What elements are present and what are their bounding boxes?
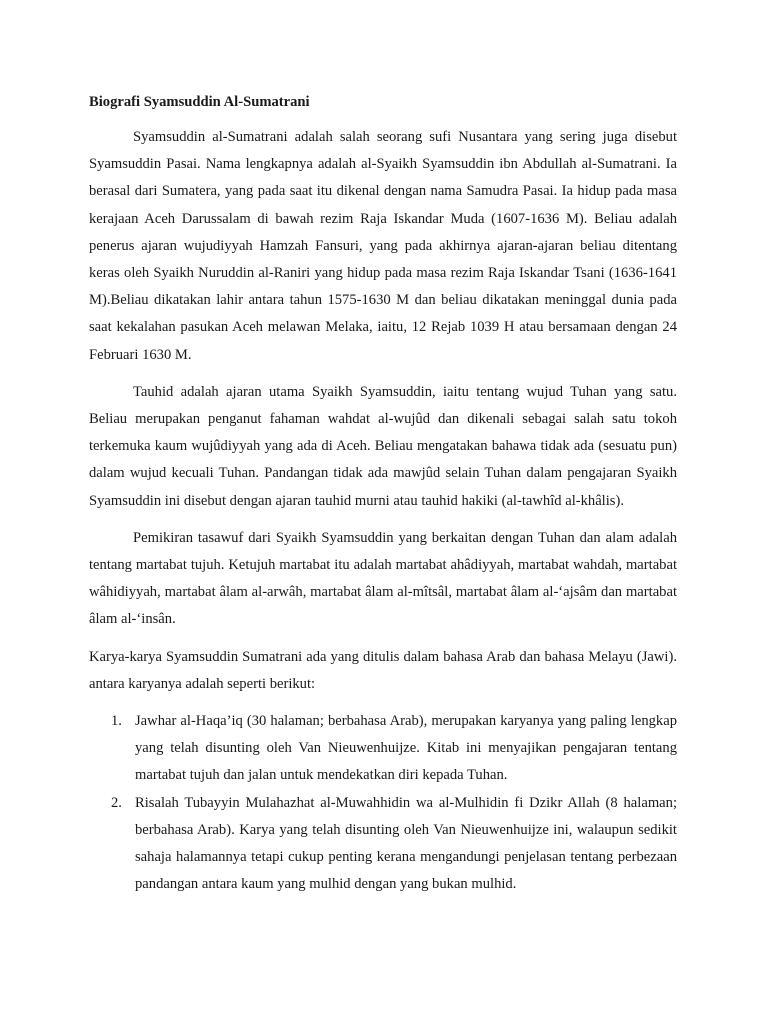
list-item-number: 1. [111,713,122,730]
document-page [89,91,677,898]
paragraph-works-intro: Karya-karya Syamsuddin Sumatrani ada yang ditulis dalam bahasa Arab dan bahasa Melayu (Jawi). antara karyanya adalah seperti berikut: [89,648,677,692]
paragraph-biography: Syamsuddin al-Sumatrani adalah salah seorang sufi Nusantara yang sering juga disebut Syamsuddin Pasai. Nama lengkapnya adalah al-Syaikh Syamsuddin ibn Abdullah al-Sumatrani. Ia berasal dari Sumatera, yang pada saat itu dikenal dengan nama Samudra Pasai. Ia hidup pada masa kerajaan Aceh Darussalam di bawah rezim Raja Iskandar Muda (1607-1636 M). Beliau adalah penerus ajaran wujudiyyah Hamzah Fansuri, yang pada akhirnya ajaran-ajaran beliau ditentang keras oleh Syaikh Nuruddin al-Raniri yang hidup pada masa rezim Raja Iskandar Tsani (1636-1641 M).Beliau dikatakan lahir antara tahun 1575-1630 M dan beliau dikatakan meninggal dunia pada saat kekalahan pasukan Aceh melawan Melaka, iaitu, 12 Rejab 1039 H atau bersamaan dengan 24 Februari 1630 M. [89,129,677,363]
list-item-text: Jawhar al-Haqa’iq (30 halaman; berbahasa Arab), merupakan karyanya yang paling lengkap yang telah disunting oleh Van Nieuwenhuijze. Kitab ini menyajikan pengajaran tentang martabat tujuh dan jalan untuk mendekatkan diri kepada Tuhan. [135,713,677,784]
list-item [89,708,677,790]
list-item-number: 2. [111,794,122,811]
paragraph-martabat-tujuh: Pemikiran tasawuf dari Syaikh Syamsuddin yang berkaitan dengan Tuhan dan alam adalah tentang martabat tujuh. Ketujuh martabat itu adalah martabat ahâdiyyah, martabat wahdah, martabat wâhidiyyah, martabat âlam al-arwâh, martabat âlam al-mîtsâl, martabat âlam al-‘ajsâm dan martabat âlam al-‘insân. [89,529,677,628]
document-title: Biografi Syamsuddin Al-Sumatrani [89,94,310,110]
list-item [89,790,677,899]
works-list [89,708,677,898]
list-item-text: Risalah Tubayyin Mulahazhat al-Muwahhidin wa al-Mulhidin fi Dzikr Allah (8 halaman; berbahasa Arab). Karya yang telah disunting oleh Van Nieuwenhuijze ini, walaupun sedikit sahaja halamannya tetapi cukup penting kerana mengandungi penjelasan tentang perbezaan pandangan antara kaum yang mulhid dengan yang bukan mulhid. [135,794,677,893]
paragraph-tauhid: Tauhid adalah ajaran utama Syaikh Syamsuddin, iaitu tentang wujud Tuhan yang satu. Beliau merupakan penganut fahaman wahdat al-wujûd dan dikenali sebagai salah satu tokoh terkemuka kaum wujûdiyyah yang ada di Aceh. Beliau mengatakan bahawa tidak ada (sesuatu pun) dalam wujud kecuali Tuhan. Pandangan tidak ada mawjûd selain Tuhan dalam pengajaran Syaikh Syamsuddin ini disebut dengan ajaran tauhid murni atau tauhid hakiki (al-tawhîd al-khâlis). [89,383,677,509]
